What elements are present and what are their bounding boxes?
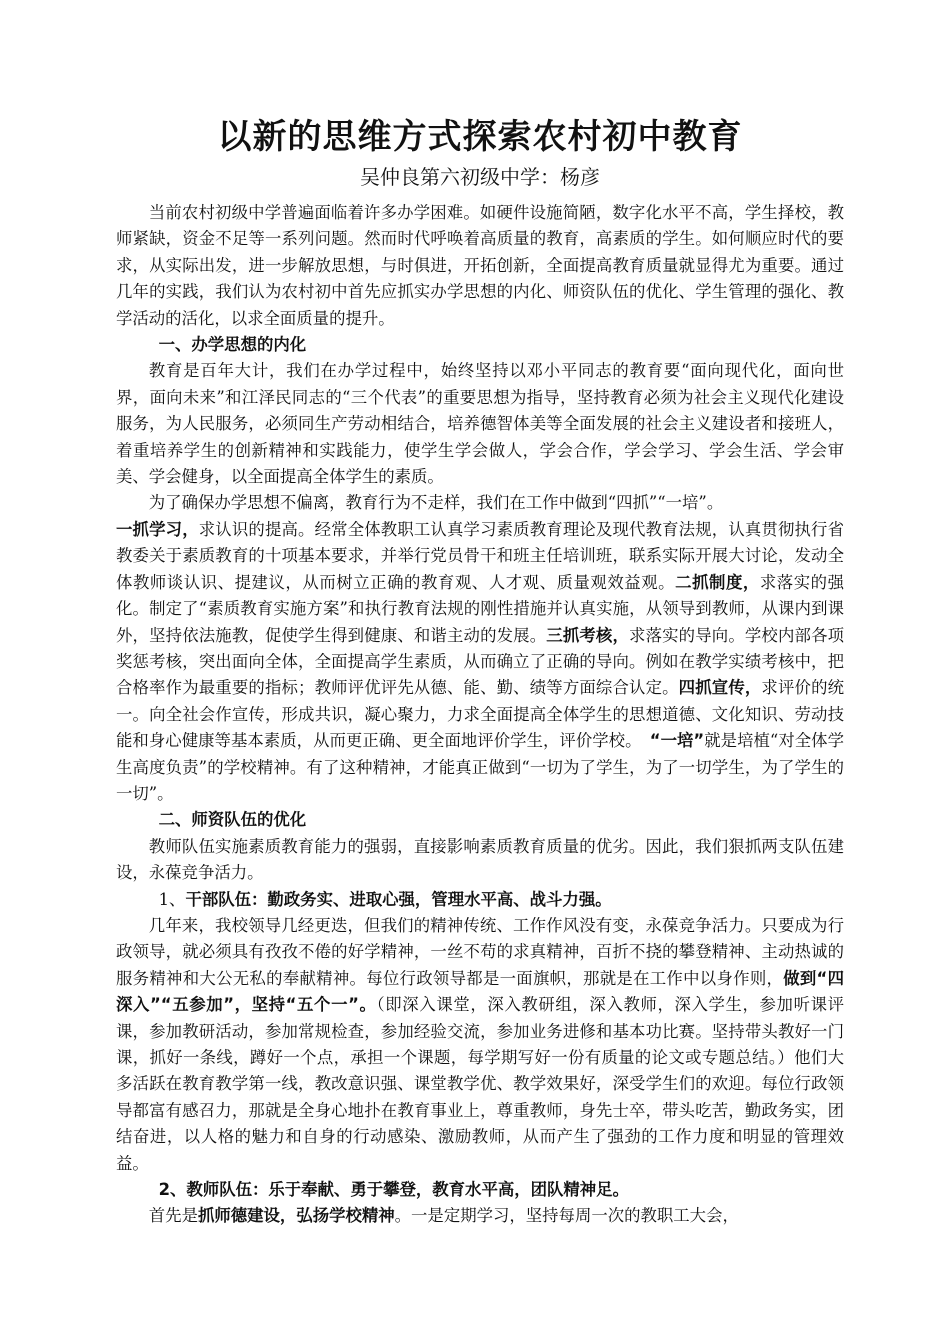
document-page [116, 112, 844, 1230]
zhua3-text: 求落实的导向。学校内部各项奖惩考核，突出面向全体，全面提高学生素质，从而确立了正确的导向。例如在教学实绩考核中，把合格率作为最重要的指标；教师评优评先从德、能、勤、绩等方面综合认定。 [116, 625, 845, 698]
section1-paragraph-1: 教育是百年大计，我们在办学过程中，始终坚持以邓小平同志的教育要“面向现代化，面向世界，面向未来”和江泽民同志的“三个代表”的重要思想为指导，坚持教育必须为社会主义现代化建设服务，为人民服务，必须同生产劳动相结合，培养德智体美等全面发展的社会主义建设者和接班人，着重培养学生的创新精神和实践能力，使学生学会做人，学会合作，学会学习、学会生活、学会审美、学会健身，以全面提高全体学生的素质。 [116, 361, 844, 487]
intro-paragraph: 当前农村初级中学普遍面临着许多办学困难。如硬件设施简陋，数字化水平不高，学生择校，教师紧缺，资金不足等一系列问题。然而时代呼唤着高质量的教育，高素质的学生。如何顺应时代的要求，从实际出发，进一步解放思想，与时俱进，开拓创新，全面提高教育质量就显得尤为重要。通过几年的实践，我们认为农村初中首先应抓实办学思想的内化、师资队伍的优化、学生管理的强化、教学活动的活化，以求全面质量的提升。 [116, 203, 844, 328]
subsection-1-title: 干部队伍：勤政务实、进取心强，管理水平高、战斗力强。 [185, 889, 612, 909]
pei-label: “一培” [649, 731, 705, 751]
subsection1-text-a: 几年来，我校领导几经更迭，但我们的精神传统、工作作风没有变，永葆竞争活力。只要成为行政领导，就必须具有孜孜不倦的好学精神，一丝不苟的求真精神，百折不挠的攀登精神、主动热诚的服务精神和大公无私的奉献精神。每位行政领导都是一面旗帜，那就是在工作中以身作则， [116, 915, 844, 988]
document-title: 以新的思维方式探索农村初中教育 [217, 117, 743, 157]
section2-paragraph-1: 教师队伍实施素质教育能力的强弱，直接影响素质教育质量的优劣。因此，我们狠抓两支队伍建设，永葆竞争活力。 [116, 836, 844, 883]
subsection1-text-b: （即深入课堂，深入教研组，深入教师，深入学生，参加听课评课，参加教研活动，参加常规检查，参加经验交流，参加业务进修和基本功比赛。坚持带头教好一门课，抓好一条线，蹲好一个点，承担一个课题，每学期写好一份有质量的论文或专题总结。）他们大多活跃在教育教学第一线，教改意识强、课堂教学优、教学效果好，深受学生们的欢迎。每位行政领导都富有感召力，那就是全身心地扑在教育事业上，尊重教师，身先士卒，带头吃苦，勤政务实，团结奋进，以人格的魅力和自身的行动感染、激励教师，从而产生了强劲的工作力度和明显的管理效益。 [116, 995, 844, 1173]
pei-text: 就是培植“对全体学生高度负责”的学校精神。有了这种精神，才能真正做到“一切为了学生，为了一切学生，为了学生的一切”。 [116, 731, 844, 803]
section-heading-2: 二、师资队伍的优化 [158, 810, 307, 830]
section-heading-1: 一、办学思想的内化 [158, 335, 307, 355]
subsection-heading-1 [116, 887, 844, 913]
subsection2-text-b: 。一是定期学习，坚持每周一次的教职工大会， [394, 1206, 739, 1226]
subsection-1-number: 1、 [158, 889, 186, 909]
subsection2-bold: 抓师德建设，弘扬学校精神 [197, 1206, 395, 1226]
subsection1-paragraph [116, 913, 844, 1177]
zhua4-label: 四抓宣传， [678, 678, 762, 698]
zhua1-text: 求认识的提高。经常全体教职工认真学习素质教育理论及现代教育法规，认真贯彻执行省教委关于素质教育的十项基本要求，并举行党员骨干和班主任培训班，联系实际开展大讨论，发动全体教师谈认识、提建议，从而树立正确的教育观、人才观、质量观效益观。 [116, 519, 845, 592]
zhua2-label: 二抓制度， [675, 572, 760, 592]
zhua1-label: 一抓学习， [116, 519, 199, 539]
section1-paragraph-2: 为了确保办学思想不偏离，教育行为不走样，我们在工作中做到“四抓”“一培”。 [148, 493, 724, 513]
subsection1-bold: 做到“四深入”“五参加”，坚持“五个一”。 [116, 968, 844, 1015]
author-line: 吴仲良第六初级中学：杨彦 [360, 165, 600, 189]
zhua2-text: 求落实的强化。制定了“素质教育实施方案”和执行教育法规的刚性措施并认真实施，从领导到教师，从课内到课外，坚持依法施教，促使学生得到健康、和谐主动的发展。 [116, 572, 845, 645]
subsection-heading-2: 2、教师队伍：乐于奉献、勇于攀登，教育水平高，团队精神足。 [158, 1180, 629, 1200]
subsection2-paragraph [116, 1203, 844, 1229]
zhua3-label: 三抓考核， [546, 625, 630, 645]
subsection2-text-a: 首先是 [148, 1206, 198, 1226]
section1-paragraph-4zhua [116, 517, 844, 807]
zhua4-text: 求评价的统一。向全社会作宣传，形成共识，凝心聚力，力求全面提高全体学生的思想道德、文化知识、劳动技能和身心健康等基本素质，从而更正确、更全面地评价学生，评价学校。 [116, 678, 845, 751]
